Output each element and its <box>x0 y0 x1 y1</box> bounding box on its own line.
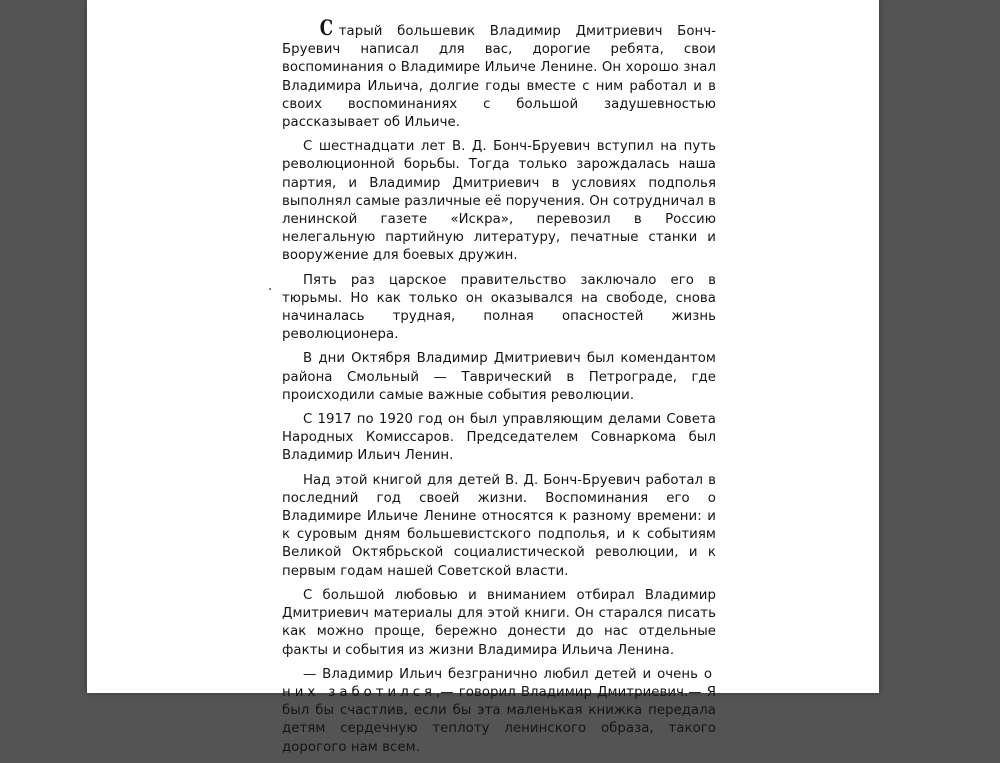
paragraph-1 <box>282 17 716 132</box>
book-page <box>87 0 879 755</box>
quote-text-after: ,— говорил Владимир Дмитриевич.— Я был бы счастлив, если бы эта маленькая книжка передала детям сердечную теплоту ленинского образа, такого дорогого нам всем. <box>282 684 716 755</box>
paragraph-4: В дни Октября Владимир Дмитриевич был комендантом района Смольный — Таврический в Петрограде, где происходили самые важные события революции. <box>282 351 716 403</box>
print-speck <box>269 288 271 290</box>
paragraph-8 <box>282 666 716 757</box>
paragraph-3: Пять раз царское правительство заключало его в тюрьмы. Но как только он оказывался на свободе, снова начиналась трудная, полная опасностей жизнь революционера. <box>282 272 716 343</box>
preface-text <box>282 17 716 763</box>
paragraph-6: Над этой книгой для детей В. Д. Бонч-Бруевич работал в последний год своей жизни. Воспоминания его о Владимире Ильиче Ленине относятся к разному времени: и к суровым дням большевистского подполья, и к событиям Великой Октябрьской социалистической революции, и к первым годам нашей Советской власти. <box>282 472 716 579</box>
paragraph-2: С шестнадцати лет В. Д. Бонч-Бруевич вступил на путь революционной борьбы. Тогда только зарождалась наша партия, и Владимир Дмитриевич в условиях подполья выполнял самые различные её поручения. Он сотрудничал в ленинской газете «Искра», перевозил в Россию нелегальную партийную литературу, печатные станки и вооружение для боевых дружин. <box>282 139 717 264</box>
paragraph-1-text: тарый большевик Владимир Дмитриевич Бонч-Бруевич написал для вас, дорогие ребята, свои воспоминания о Владимире Ильиче Ленине. Он хорошо знал Владимира Ильича, долгие годы вместе с ним работал и в своих воспоминаниях с большой задушевностью рассказывает об Ильиче. <box>282 24 716 131</box>
paragraph-5: С 1917 по 1920 год он был управляющим делами Совета Народных Комиссаров. Председателем Совнаркома был Владимир Ильич Ленин. <box>282 412 716 464</box>
quote-text-emphasis: о них заботился <box>282 666 716 700</box>
quote-text-before: — Владимир Ильич безгранично любил детей и очень <box>303 666 704 682</box>
paragraph-7: С большой любовью и вниманием отбирал Владимир Дмитриевич материалы для этой книги. Он старался писать как можно проще, бережно донести до нас отдельные факты и события из жизни Владимира Ильича Ленина. <box>282 587 716 658</box>
drop-cap: С <box>319 15 334 40</box>
